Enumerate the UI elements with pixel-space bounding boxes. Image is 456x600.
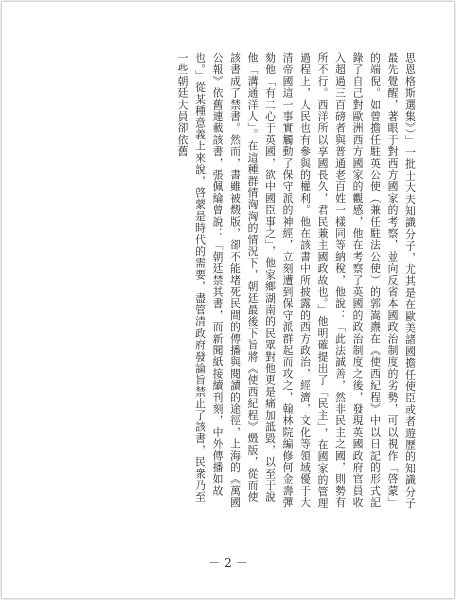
paragraph: 思恩格斯選集》）」一批士大夫知識分子，尤其是在歐美諸國擔任使臣或者遊歷的知識分子最先覺醒，著眼于對西方國家的考察，並向反省本國政治制度的劣勢，可以視作「啓蒙」的端倪。如曾擔任駐英公使（兼任駐法公使）的郭嵩燾在《使西紀程》中以日記的形式記錄了自己對歐洲西方國家的觀感，他在考察了英國的政治制度之後，發現英國政府官員收入超過三百磅者與普通老百姓一樣同等納稅，他說：「此法誠善，然非民主之國，則勢有所不行。西洋所以享國長久，君民兼主國政故也。」他明確提出了「民主」，在國家的管理過程上，人民也有參與的權利。他在該書中所披露的西方政治，經濟，文化等領域優于大清帝國這一事實觸動了保守派的神經，立刻遭到保守派群起而攻之，翰林院編修何金壽彈劾他「有二心于英國，欲中國臣事之」，他家鄉湖南的民眾對他更是痛加詆毀，以至于說他「溝通洋人」。在這種群情洶洶的情況下，朝廷最後下旨將《使西紀程》燬版，從而使該書成了禁書。然而，書雖被燬版，卻不能堵死民間的傳播與閱讀的途徑，上海的《萬國公報》依舊連載該書，張佩綸曾說：「朝廷禁其書，而新聞紙接續刊刻，中外傳播如故也。」從某種意義上來說，啓蒙是時代的需要，盡管清政府發論旨禁止了該書，民衆乃至一些朝廷大員卻依舊 — [176, 52, 417, 510]
page-number: － 2 － — [208, 556, 248, 570]
body-text — [54, 52, 419, 512]
document-page — [2, 2, 454, 598]
